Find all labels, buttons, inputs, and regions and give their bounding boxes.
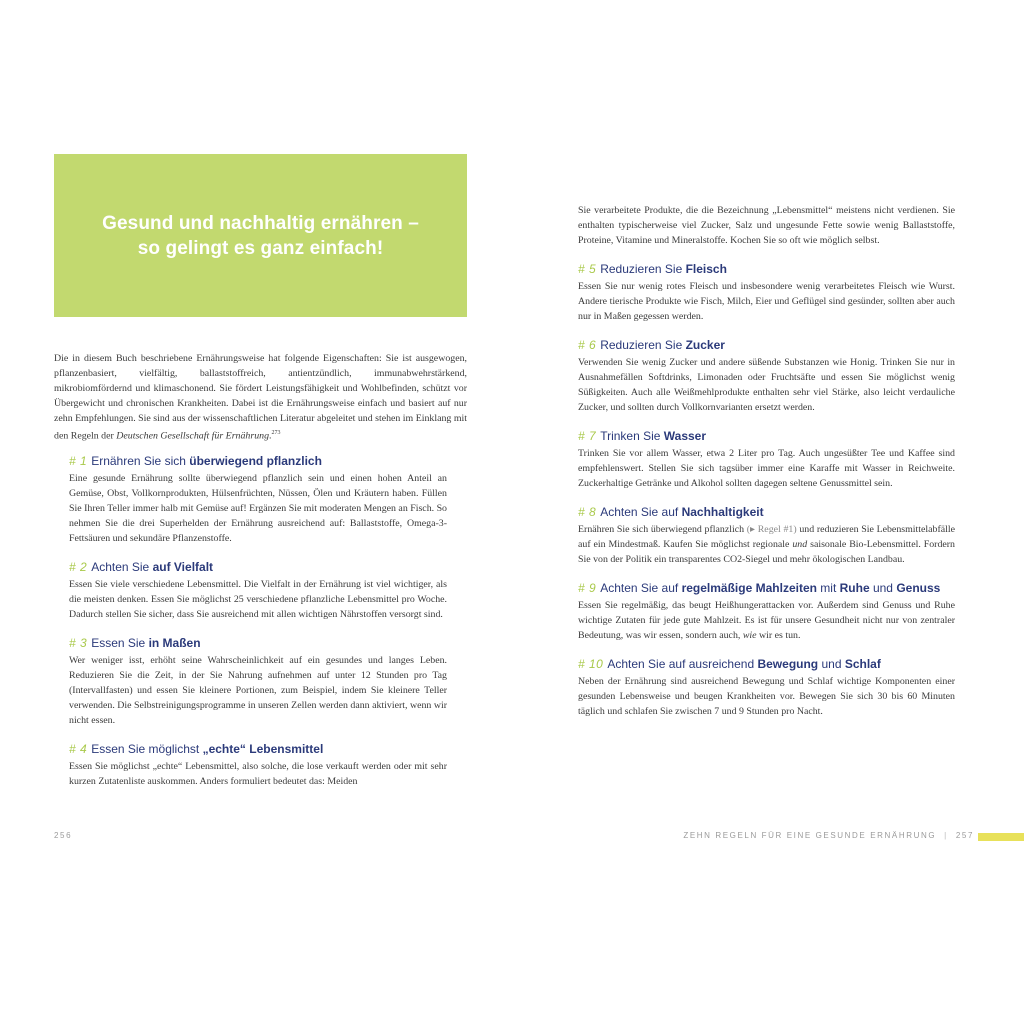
running-title: ZEHN REGELN FÜR EINE GESUNDE ERNÄHRUNG bbox=[683, 831, 937, 840]
rule-4 bbox=[69, 741, 447, 789]
rule-10 bbox=[578, 656, 955, 719]
rule-3 bbox=[69, 635, 447, 728]
rule-highlight: Bewegung bbox=[757, 657, 819, 671]
rule-text: Essen Sie regelmäßig, das beugt Heißhungerattacken vor. Außerdem sind Genuss und Ruhe wichtige Zutaten für jede gute Mahlzeit. Es ist für unsere Gesundheit nicht nur von zentraler Bedeutung, was wir essen, sondern auch, wie wir es tun. bbox=[578, 600, 955, 641]
rule-text: Essen Sie nur wenig rotes Fleisch und insbesondere wenig verarbeitetes Fleisch wie Wurst. Andere tierische Produkte wie Fisch, Milch, Eier und Geflügel sind gesünder, sollten aber auch nur in Maßen gegessen werden. bbox=[578, 281, 955, 322]
rule-heading: # 7 Trinken Sie Wasser bbox=[578, 429, 707, 443]
rule-heading: # 5 Reduzieren Sie Fleisch bbox=[578, 262, 727, 276]
rule-heading: # 2 Achten Sie auf Vielfalt bbox=[69, 560, 214, 574]
rule-highlight: Zucker bbox=[685, 338, 725, 352]
cross-reference-link[interactable]: (▸ Regel #1) bbox=[746, 524, 797, 535]
rule-text: Verwenden Sie wenig Zucker und andere süßende Substanzen wie Honig. Trinken Sie nur in Ausnahmefällen Softdrinks, Limonaden oder Fruchtsäfte und essen Sie möglichst wenig Süßigkeiten. Auch alle Weißmehlprodukte enthalten sehr viel Stärke, also leicht verdauliche Zucker, und sollten durch Vollkornvarianten ersetzt werden. bbox=[578, 357, 955, 413]
rule-highlight: überwiegend pflanzlich bbox=[189, 454, 322, 468]
rule-6 bbox=[578, 337, 955, 415]
rule-highlight: „echte“ Lebensmittel bbox=[202, 742, 324, 756]
rule-number: # 9 bbox=[578, 581, 597, 595]
footer-separator: | bbox=[944, 831, 948, 840]
rule-text-continuation: Sie verarbeitete Produkte, die die Bezeichnung „Lebensmittel“ meistens nicht verdienen. Sie enthalten typischerweise viel Zucker, Salz und ungesunde Fette sowie wenig Ballaststoffe, Proteine, Vitamine und Mineralstoffe. Kochen Sie so oft wie möglich selbst. bbox=[578, 205, 955, 246]
rule-1 bbox=[69, 453, 447, 546]
rule-highlight: regelmäßige Mahlzeiten bbox=[681, 581, 817, 595]
rule-heading: # 4 Essen Sie möglichst „echte“ Lebensmittel bbox=[69, 742, 324, 756]
rule-7 bbox=[578, 428, 955, 491]
rule-heading: # 1 Ernähren Sie sich überwiegend pflanzlich bbox=[69, 454, 322, 468]
intro-source: Deutschen Gesellschaft für Ernährung bbox=[116, 430, 270, 442]
rule-heading: # 8 Achten Sie auf Nachhaltigkeit bbox=[578, 505, 764, 519]
rule-text: Trinken Sie vor allem Wasser, etwa 2 Liter pro Tag. Auch ungesüßter Tee und Kaffee sind empfehlenswert. Stellen Sie sich tagsüber immer eine Karaffe mit Wasser in Reichweite. Zuckerhaltige Getränke und Alkohol sollten dagegen seltene Genussmittel sein. bbox=[578, 448, 955, 489]
rule-heading: # 3 Essen Sie in Maßen bbox=[69, 636, 201, 650]
rule-heading: # 6 Reduzieren Sie Zucker bbox=[578, 338, 725, 352]
chapter-title bbox=[102, 211, 419, 261]
rule-text: Essen Sie viele verschiedene Lebensmittel. Die Vielfalt in der Ernährung ist viel wichtiger, als die meisten denken. Essen Sie möglichst 25 verschiedene pflanzliche Lebensmittel pro Woche. Dadurch stellen Sie sicher, dass Sie ausreichend mit allen wichtigen Nährstoffen versorgt sind. bbox=[69, 579, 447, 620]
page-number-left: 256 bbox=[54, 831, 73, 840]
rule-number: # 8 bbox=[578, 505, 597, 519]
rule-number: # 1 bbox=[69, 454, 88, 468]
rule-highlight: Fleisch bbox=[685, 262, 727, 276]
rules-column-right bbox=[578, 203, 955, 732]
rule-number: # 7 bbox=[578, 429, 597, 443]
rule-number: # 10 bbox=[578, 657, 604, 671]
rule-number: # 4 bbox=[69, 742, 88, 756]
rule-2 bbox=[69, 559, 447, 622]
rules-column-left bbox=[69, 453, 447, 802]
intro-text: Die in diesem Buch beschriebene Ernährungsweise hat folgende Eigenschaften: Sie ist ausgewogen, pflanzenbasiert, vielfältig, ballaststoffreich, antientzündlich, immunabwehrstärkend, mikrobiomfördernd und klimaschonend. Sie fördert Leistungsfähigkeit und Wohlbefinden, schützt vor Übergewicht und chronischen Krankheiten. Dabei ist die Ernährungsweise einfach und basiert auf nur zehn Empfehlungen. Sie sind aus der wissenschaftlichen Literatur abgeleitet und stehen im Einklang mit den Regeln der bbox=[54, 353, 467, 442]
rule-heading: # 10 Achten Sie auf ausreichend Bewegung und Schlaf bbox=[578, 657, 881, 671]
intro-paragraph: Die in diesem Buch beschriebene Ernährungsweise hat folgende Eigenschaften: Sie ist ausgewogen, pflanzenbasiert, vielfältig, ballaststoffreich, antientzündlich, immunabwehrstärkend, mikrobiomfördernd und klimaschonend. Sie fördert Leistungsfähigkeit und Wohlbefinden, schützt vor Übergewicht und chronischen Krankheiten. Dabei ist die Ernährungsweise einfach und basiert auf nur zehn Empfehlungen. Sie sind aus der wissenschaftlichen Literatur abgeleitet und stehen im Einklang mit den Regeln der Deutschen Gesellschaft für Ernährung.$^{273}$ bbox=[54, 353, 467, 442]
rule-text: Wer weniger isst, erhöht seine Wahrscheinlichkeit auf ein gesundes und langes Leben. Reduzieren Sie die Zeit, in der Sie Nahrung aufnehmen auf unter 12 Stunden pro Tag (Intervallfasten) und essen Sie kleinere Portionen, zum Beispiel, indem Sie kleinere Teller verwenden. Die Selbstreinigungsprogramme in unseren Zellen werden dann aktiviert, wenn wir nicht essen. bbox=[69, 655, 447, 726]
rule-highlight: Nachhaltigkeit bbox=[681, 505, 764, 519]
rule-highlight: Wasser bbox=[663, 429, 707, 443]
rule-highlight: Ruhe bbox=[839, 581, 870, 595]
rule-highlight: Genuss bbox=[896, 581, 941, 595]
chapter-title-line-1: Gesund und nachhaltig ernähren – bbox=[102, 212, 419, 234]
rule-number: # 3 bbox=[69, 636, 88, 650]
rule-5 bbox=[578, 261, 955, 324]
footnote-ref: 273 bbox=[271, 430, 281, 436]
rule-text: Neben der Ernährung sind ausreichend Bewegung und Schlaf wichtige Komponenten einer gesunden Lebensweise und beugen Krankheiten vor. Bewegen Sie sich 30 bis 60 Minuten täglich und schlafen Sie zwischen 7 und 9 Stunden pro Nacht. bbox=[578, 676, 955, 717]
rule-number: # 2 bbox=[69, 560, 88, 574]
rule-9 bbox=[578, 580, 955, 643]
rule-text: Essen Sie möglichst „echte“ Lebensmittel, also solche, die lose verkauft werden oder mit sehr kurzen Zutatenliste auskommen. Anders formuliert bedeutet das: Meiden bbox=[69, 761, 447, 787]
rule-heading: # 9 Achten Sie auf regelmäßige Mahlzeiten mit Ruhe und Genuss bbox=[578, 581, 941, 595]
rule-8 bbox=[578, 504, 955, 567]
page-number-right: 257 bbox=[955, 831, 974, 840]
rule-highlight: Schlaf bbox=[844, 657, 881, 671]
rule-number: # 6 bbox=[578, 338, 597, 352]
rule-highlight: auf Vielfalt bbox=[152, 560, 214, 574]
title-box bbox=[54, 154, 467, 317]
rule-text: Eine gesunde Ernährung sollte überwiegend pflanzlich sein und einen hohen Anteil an Gemüse, Obst, Vollkornprodukten, Hülsenfrüchten, Nüssen, Ölen und Kräutern haben. Füllen Sie Ihren Teller immer halb mit Gemüse auf! Ergänzen Sie mit moderaten Mengen an Fisch. So nehmen Sie die drei Superhelden der Ernährung ausreichend auf: Ballaststoffe, Omega-3-Fettsäuren und sekundäre Pflanzenstoffe. bbox=[69, 473, 447, 544]
footer-accent-bar bbox=[978, 833, 1024, 841]
running-footer-right bbox=[683, 831, 974, 840]
rule-number: # 5 bbox=[578, 262, 597, 276]
rule-4-continuation bbox=[578, 203, 955, 248]
chapter-title-line-2: so gelingt es ganz einfach! bbox=[137, 237, 384, 259]
rule-text: Ernähren Sie sich überwiegend pflanzlich (▸ Regel #1) und reduzieren Sie Lebensmittelabfälle auf ein Mindestmaß. Kaufen Sie möglichst regionale und saisonale Bio-Lebensmittel. Fordern Sie von der Politik ein transparentes CO2-Siegel und mehr ökologischen Landbau. bbox=[578, 524, 955, 565]
rule-highlight: in Maßen bbox=[148, 636, 201, 650]
